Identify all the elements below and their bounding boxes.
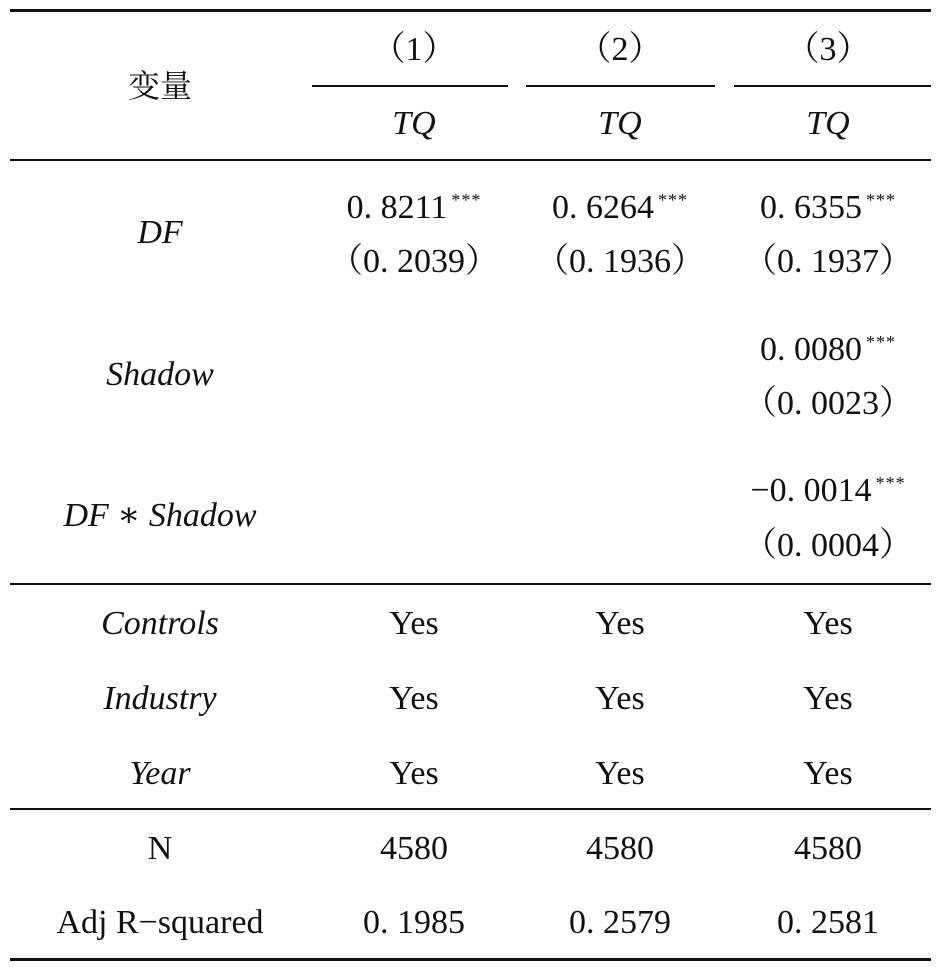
row-label-industry: Industry [103,680,217,717]
row-label-shadow: Shadow [106,356,214,393]
significance-stars: *** [866,189,896,210]
coef-value: 0. 6264 [552,189,654,226]
controls-bottom-rule [10,808,931,810]
coef-value: −0. 0014 [750,472,872,509]
significance-stars: *** [658,189,688,210]
industry-2: Yes [595,680,645,717]
significance-stars: *** [866,331,896,352]
significance-stars: *** [875,472,906,493]
coef-df-shadow-3 [728,471,928,511]
year-3: Yes [803,755,853,792]
row-label-year: Year [129,755,191,792]
header-column-number-3: （3） [785,31,871,68]
se-df-2: （0. 1936） [535,243,705,280]
row-label-adj-r-squared: Adj R−squared [56,904,264,941]
se-df-3: （0. 1937） [743,243,913,280]
se-df-1: （0. 2039） [329,243,499,280]
header-bottom-rule [10,159,931,161]
coef-value: 0. 8211 [346,189,448,226]
header-subrule-3 [734,85,931,87]
significance-stars: *** [451,189,482,210]
coef-value: 0. 0080 [760,331,862,368]
header-column-number-1: （1） [371,31,457,68]
header-column-number-2: （2） [577,31,663,68]
industry-3: Yes [803,680,853,717]
controls-3: Yes [803,605,853,642]
bottom-rule [10,958,931,961]
header-subrule-1 [312,85,508,87]
row-label-controls: Controls [101,605,219,642]
se-shadow-3: （0. 0023） [743,385,913,422]
adj-r-squared-1: 0. 1985 [363,904,465,941]
adj-r-squared-2: 0. 2579 [569,904,671,941]
n-1: 4580 [380,830,448,867]
header-variable-label: 变量 [127,67,192,105]
top-rule [10,9,931,12]
year-2: Yes [595,755,645,792]
n-3: 4580 [794,830,862,867]
coef-df-3 [728,188,928,228]
header-dep-var-1: TQ [392,105,436,142]
row-label-df-shadow: DF ∗ Shadow [63,497,257,534]
coef-df-2 [522,188,718,228]
n-2: 4580 [586,830,654,867]
coef-bottom-rule [10,583,931,585]
coef-shadow-3 [728,330,928,370]
se-df-shadow-3: （0. 0004） [743,527,913,564]
industry-1: Yes [389,680,439,717]
row-label-n: N [147,830,173,867]
row-label-df: DF [137,214,183,251]
coef-value: 0. 6355 [760,189,862,226]
header-dep-var-2: TQ [598,105,642,142]
coef-df-1 [312,188,516,228]
controls-1: Yes [389,605,439,642]
header-subrule-2 [526,85,715,87]
adj-r-squared-3: 0. 2581 [777,904,879,941]
header-dep-var-3: TQ [806,105,850,142]
controls-2: Yes [595,605,645,642]
year-1: Yes [389,755,439,792]
